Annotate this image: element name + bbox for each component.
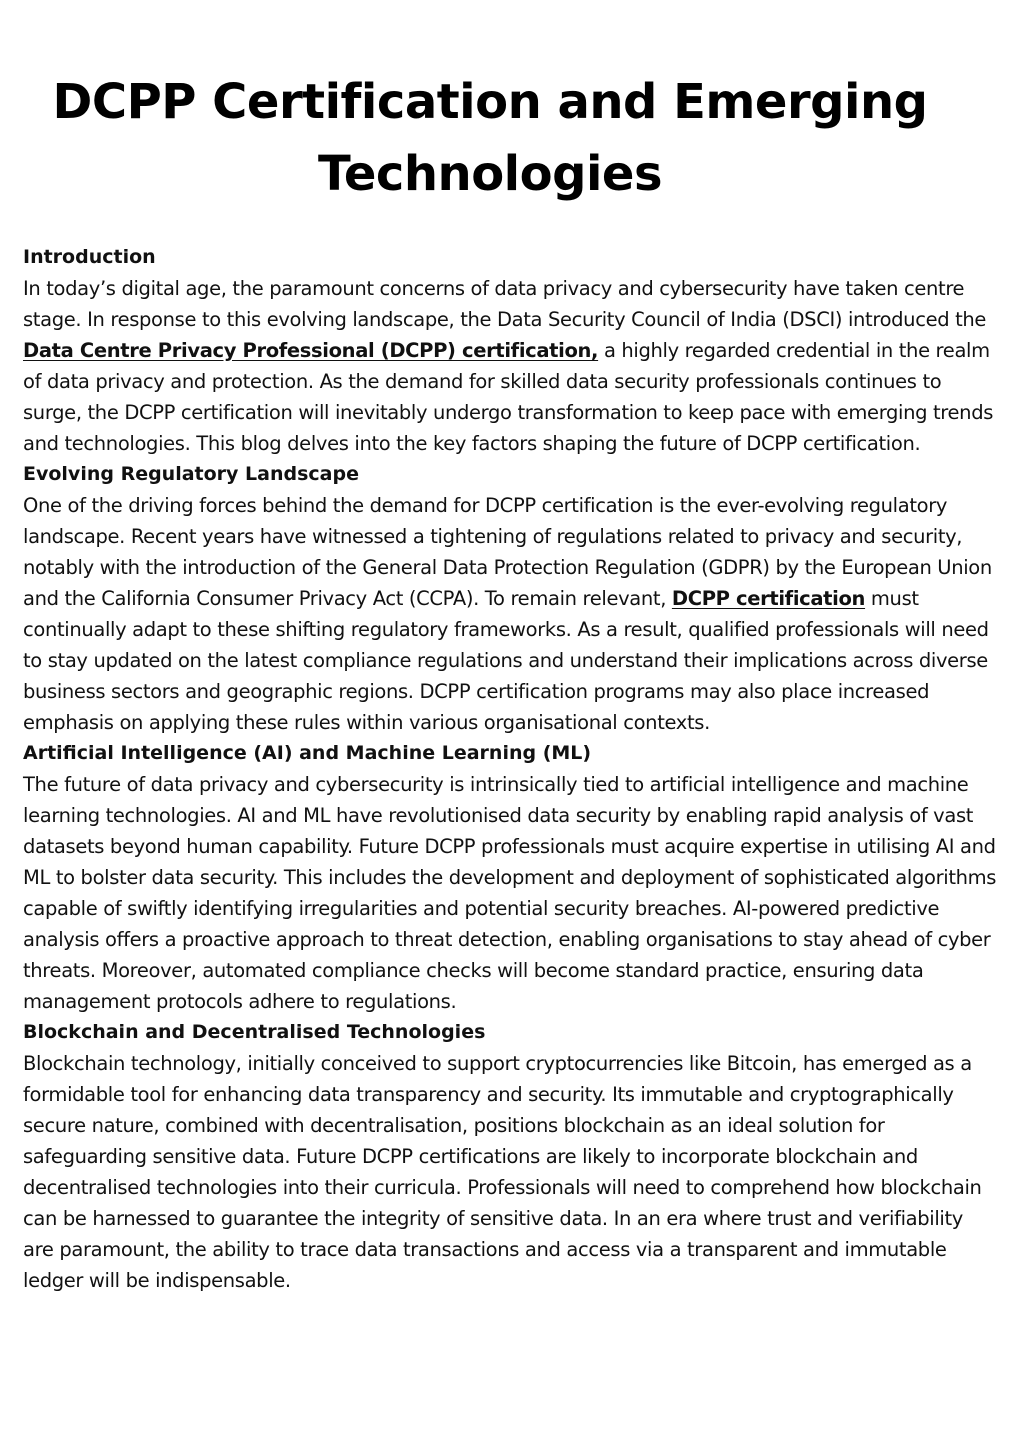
section-heading-regulatory: Evolving Regulatory Landscape [23,463,359,485]
regulatory-text-after-link: must continually adapt to these shifting regulatory frameworks. As a result, qualified professionals will need to stay updated on the latest compliance regulations and understand their implications across diverse business sectors and geographic regions. DCPP certification programs may also place increased emphasis on applying these rules within various organisational contexts. [23,587,989,734]
section-heading-blockchain: Blockchain and Decentralised Technologies [23,1021,486,1043]
section-text-introduction [23,273,998,459]
regulatory-text-before-link: One of the driving forces behind the demand for DCPP certification is the ever-evolving regulatory landscape. Recent years have witnessed a tightening of regulations related to privacy and security, notably with the introduction of the General Data Protection Regulation (GDPR) by the European Union and the California Consumer Privacy Act (CCPA). To remain relevant, [23,494,992,610]
dcpp-certification-inline-link[interactable]: DCPP certification [671,587,866,610]
article-body [23,242,998,1296]
intro-text-after-link: a highly regarded credential in the realm of data privacy and protection. As the demand for skilled data security professionals continues to surge, the DCPP certification will inevitably undergo transformation to keep pace with emerging trends and technologies. This blog delves into the key factors shaping the future of DCPP certification. [23,339,994,455]
intro-text-before-link: In today’s digital age, the paramount concerns of data privacy and cybersecurity have taken centre stage. In response to this evolving landscape, the Data Security Council of India (DSCI) introduced the [23,277,987,331]
page-title: DCPP Certification and Emerging Technologies [52,74,928,202]
section-text-blockchain: Blockchain technology, initially conceived to support cryptocurrencies like Bitcoin, has emerged as a formidable tool for enhancing data transparency and security. Its immutable and cryptographically secure nature, combined with decentralisation, positions blockchain as an ideal solution for safeguarding sensitive data. Future DCPP certifications are likely to incorporate blockchain and decentralised technologies into their curricula. Professionals will need to comprehend how blockchain can be harnessed to guarantee the integrity of sensitive data. In an era where trust and verifiability are paramount, the ability to trace data transactions and access via a transparent and immutable ledger will be indispensable. [23,1052,982,1292]
section-heading-introduction: Introduction [23,246,156,268]
section-text-ai-ml: The future of data privacy and cybersecurity is intrinsically tied to artificial intelligence and machine learning technologies. AI and ML have revolutionised data security by enabling rapid analysis of vast datasets beyond human capability. Future DCPP professionals must acquire expertise in utilising AI and ML to bolster data security. This includes the development and deployment of sophisticated algorithms capable of swiftly identifying irregularities and potential security breaches. AI-powered predictive analysis offers a proactive approach to threat detection, enabling organisations to stay ahead of cyber threats. Moreover, automated compliance checks will become standard practice, ensuring data management protocols adhere to regulations. [23,773,997,1013]
dcpp-certification-link[interactable]: Data Centre Privacy Professional (DCPP) certification, [23,339,599,362]
section-text-regulatory [23,490,998,738]
section-heading-ai-ml: Artificial Intelligence (AI) and Machine Learning (ML) [23,742,592,764]
